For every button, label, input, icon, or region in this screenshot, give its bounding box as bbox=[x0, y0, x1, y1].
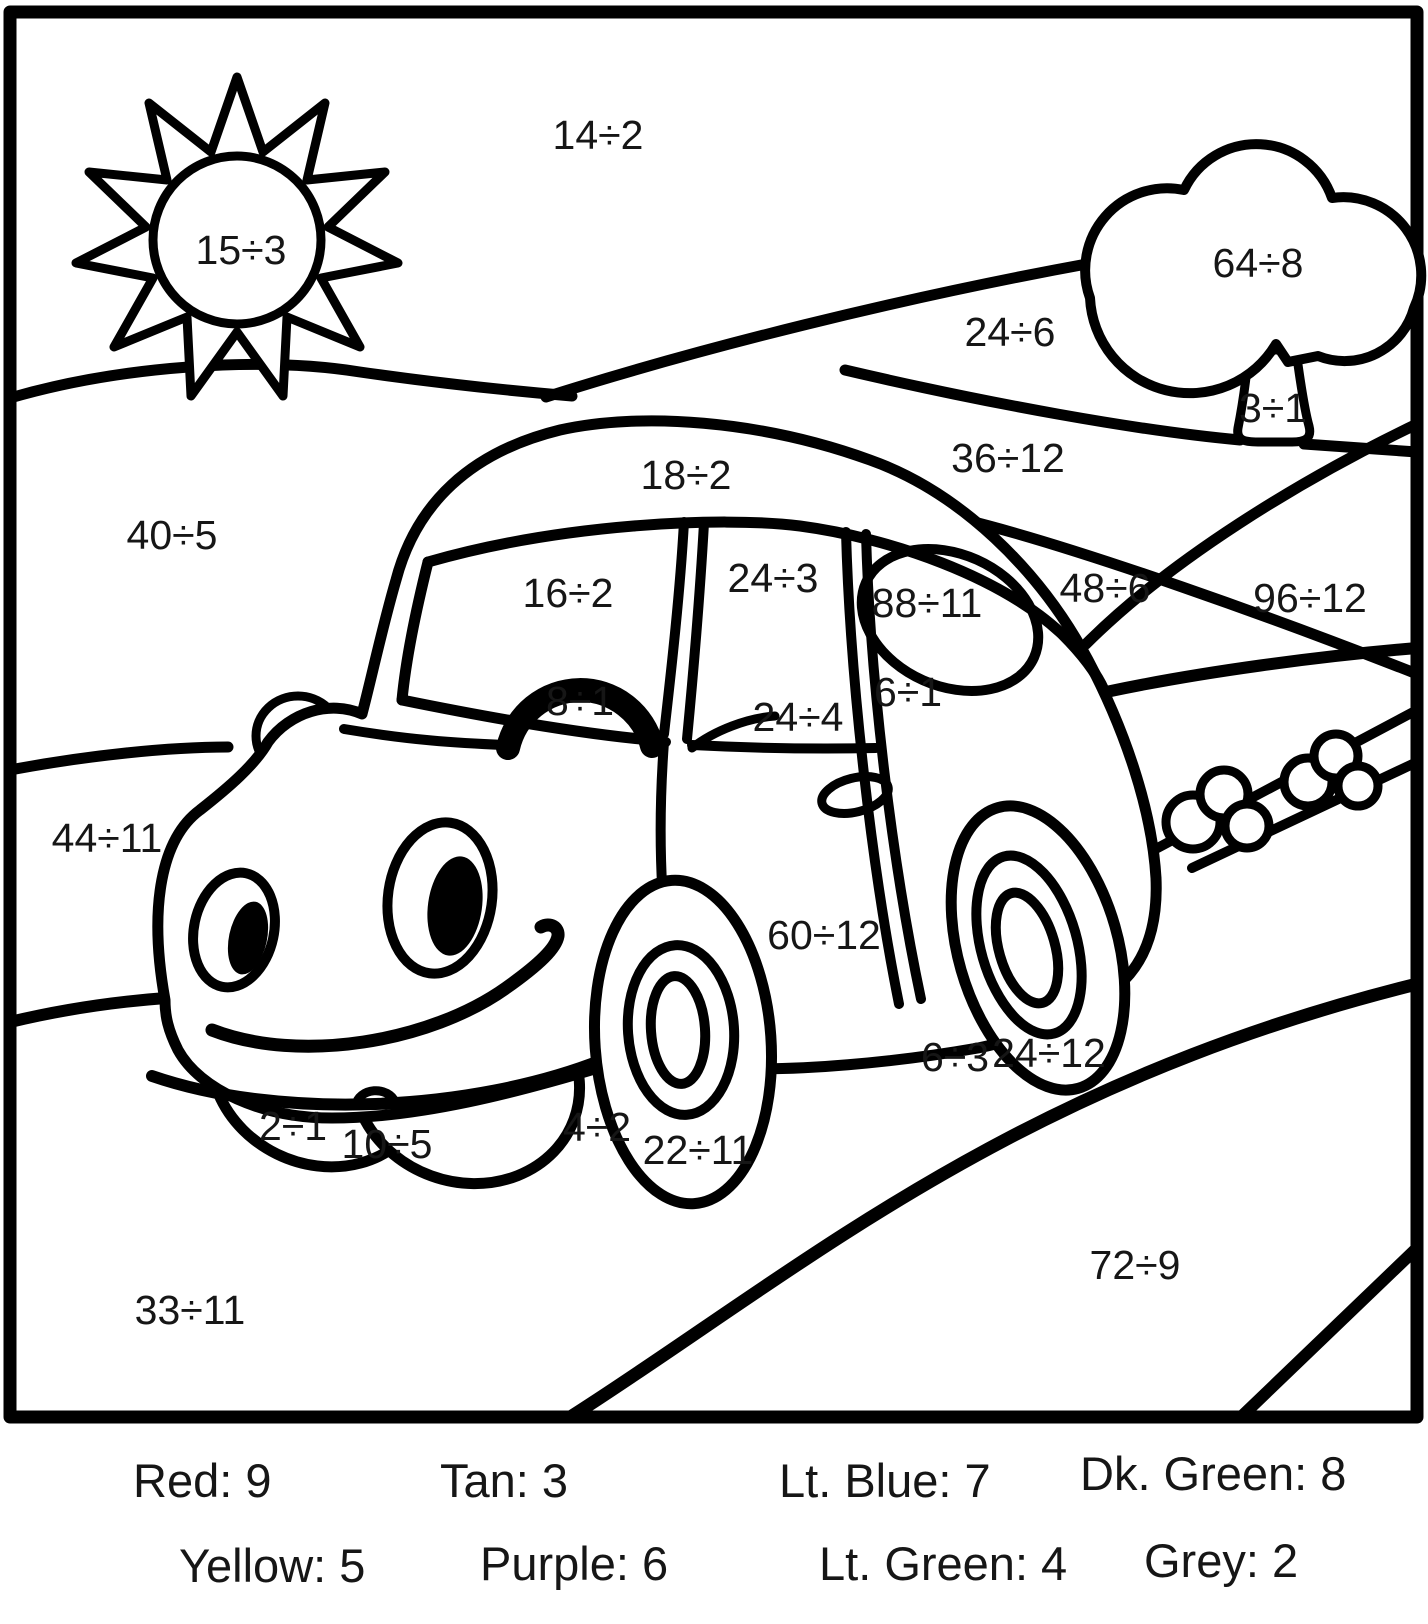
division-label: 64÷8 bbox=[1212, 240, 1304, 286]
division-label: 6÷3 bbox=[920, 1034, 990, 1080]
legend-item: Yellow: 5 bbox=[179, 1539, 366, 1592]
color-legend bbox=[133, 1447, 1346, 1592]
legend-item: Red: 9 bbox=[133, 1454, 272, 1507]
division-label: 33÷11 bbox=[134, 1287, 246, 1333]
hill-line-left bbox=[10, 364, 572, 398]
division-label: 88÷11 bbox=[871, 580, 983, 626]
legend-item: Lt. Blue: 7 bbox=[779, 1454, 991, 1507]
division-label: 22÷11 bbox=[642, 1127, 754, 1173]
legend-item: Grey: 2 bbox=[1144, 1534, 1299, 1587]
division-label: 48÷6 bbox=[1059, 565, 1151, 611]
division-label: 72÷9 bbox=[1089, 1242, 1181, 1288]
division-label: 24÷6 bbox=[964, 309, 1056, 355]
division-label: 44÷11 bbox=[51, 815, 163, 861]
window-bottom-line-mid bbox=[692, 745, 876, 749]
division-label: 6÷1 bbox=[873, 669, 943, 715]
car bbox=[152, 421, 1156, 1215]
division-label: 15÷3 bbox=[195, 227, 287, 273]
division-label: 4÷2 bbox=[562, 1104, 632, 1150]
division-label: 40÷5 bbox=[126, 512, 218, 558]
division-label: 8÷1 bbox=[545, 678, 615, 724]
flower-lobe bbox=[1338, 766, 1378, 806]
division-label: 24÷4 bbox=[752, 694, 844, 740]
division-label: 24÷12 bbox=[992, 1030, 1106, 1076]
division-label: 18÷2 bbox=[640, 452, 732, 498]
division-label: 60÷12 bbox=[767, 912, 881, 958]
field-line-left bbox=[10, 747, 228, 770]
road-top-edge-left bbox=[10, 998, 166, 1022]
division-label: 3÷1 bbox=[1238, 385, 1308, 431]
legend-item: Dk. Green: 8 bbox=[1080, 1447, 1347, 1500]
division-label: 24÷3 bbox=[727, 555, 819, 601]
division-label: 10÷5 bbox=[341, 1121, 433, 1167]
flower-lobe bbox=[1225, 804, 1269, 848]
division-label: 16÷2 bbox=[522, 570, 614, 616]
division-label: 36÷12 bbox=[951, 435, 1065, 481]
legend-item: Purple: 6 bbox=[480, 1537, 669, 1590]
division-label: 96÷12 bbox=[1253, 575, 1367, 621]
division-label: 2÷1 bbox=[258, 1103, 328, 1149]
legend-item: Tan: 3 bbox=[440, 1454, 569, 1507]
division-label: 14÷2 bbox=[552, 112, 644, 158]
legend-item: Lt. Green: 4 bbox=[819, 1537, 1068, 1590]
corner-diagonal bbox=[1242, 1248, 1417, 1416]
